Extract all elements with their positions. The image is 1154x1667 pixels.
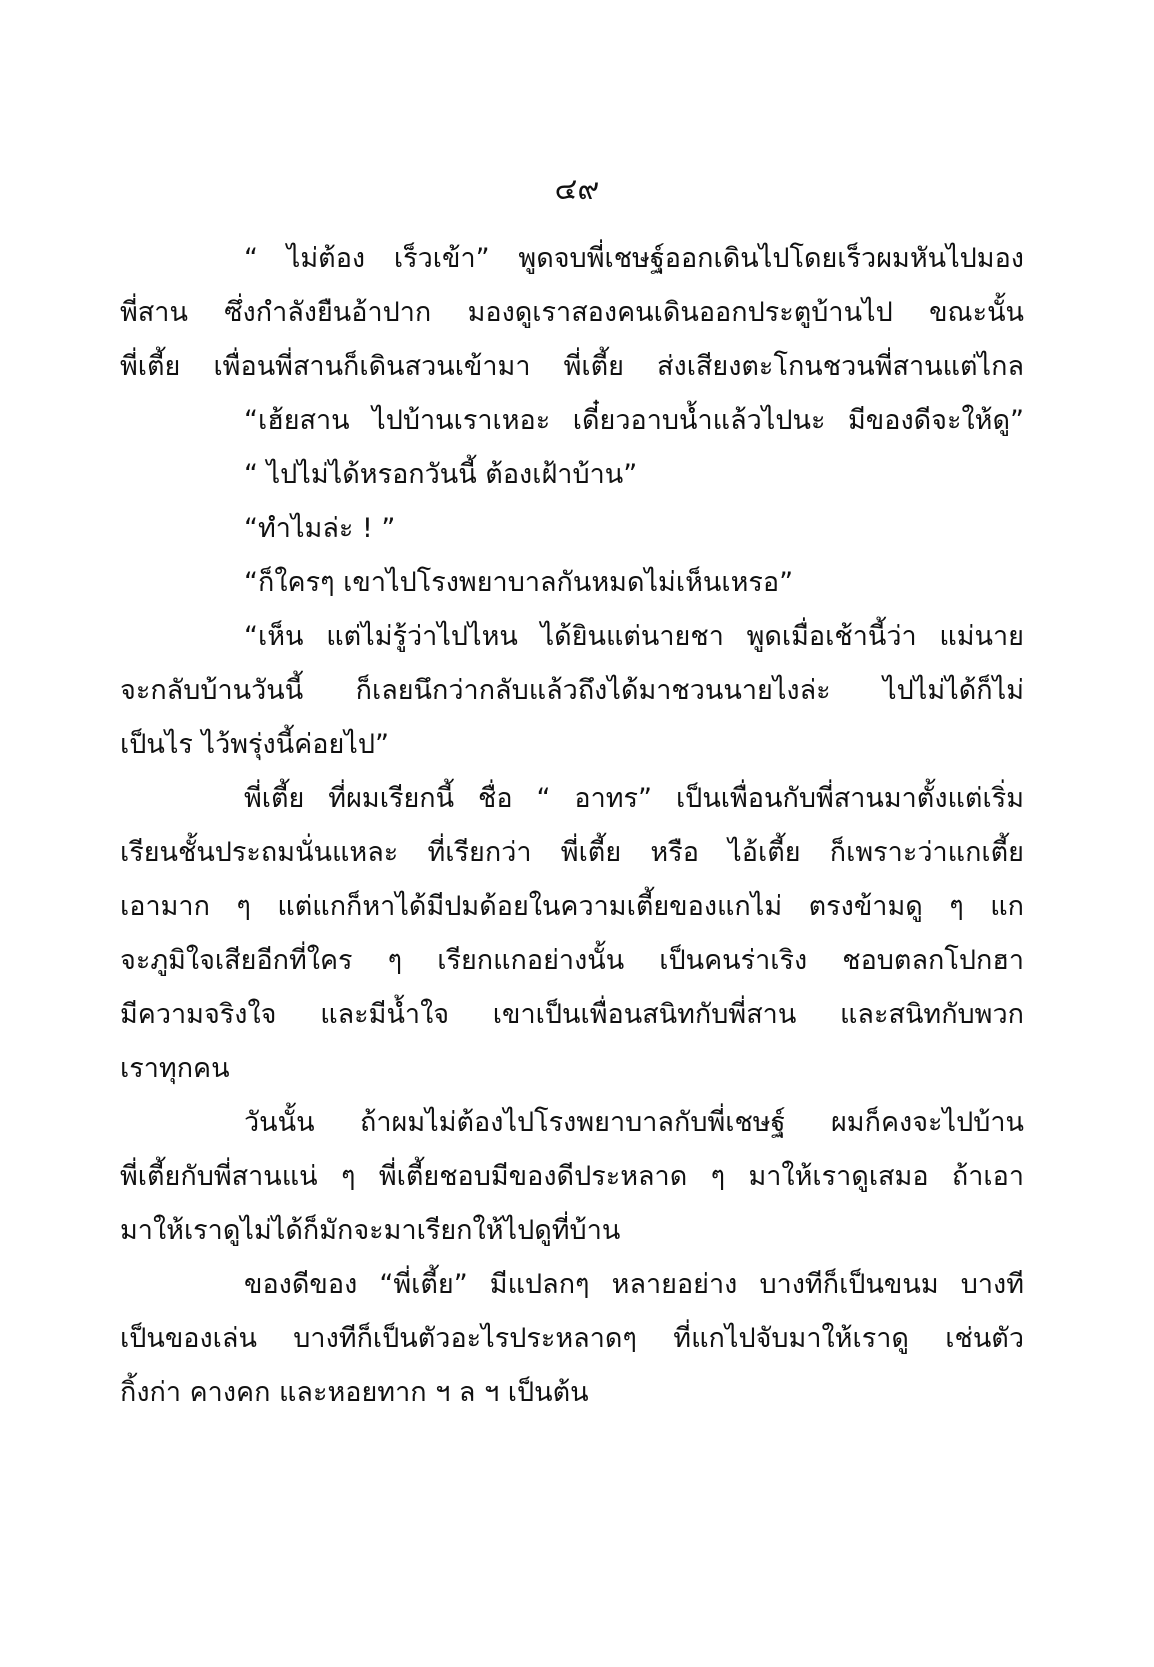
text-line: “ ไม่ต้อง เร็วเข้า” พูดจบพี่เชษฐ์ออกเดินไปโดยเร็วผมหันไปมอง [244,243,1024,274]
text-line: เอามาก ๆ แต่แกก็หาได้มีปมด้อยในความเตี้ยของแกไม่ ตรงข้ามดู ๆ แก [120,891,1024,922]
text-line: พี่สาน ซึ่งกำลังยืนอ้าปาก มองดูเราสองคนเดินออกประตูบ้านไป ขณะนั้น [120,297,1024,328]
text-line: “ ไปไม่ได้หรอกวันนี้ ต้องเฝ้าบ้าน” [244,459,638,490]
text-line: “เห็น แต่ไม่รู้ว่าไปไหน ได้ยินแต่นายชา พูดเมื่อเช้านี้ว่า แม่นาย [244,621,1024,652]
text-line: “ก็ใครๆ เขาไปโรงพยาบาลกันหมดไม่เห็นเหรอ” [244,567,794,598]
text-line: เรียนชั้นประถมนั่นแหละ ที่เรียกว่า พี่เตี้ย หรือ ไอ้เตี้ย ก็เพราะว่าแกเตี้ย [120,837,1024,868]
text-line: จะกลับบ้านวันนี้ ก็เลยนึกว่ากลับแล้วถึงได้มาชวนนายไงล่ะ ไปไม่ได้ก็ไม่ [120,675,1024,706]
text-line: “เฮ้ยสาน ไปบ้านเราเหอะ เดี๋ยวอาบน้ำแล้วไปนะ มีของดีจะให้ดู” [244,405,1024,436]
text-line: กิ้งก่า คางคก และหอยทาก ฯ ล ฯ เป็นต้น [120,1377,589,1408]
text-line: พี่เตี้ย เพื่อนพี่สานก็เดินสวนเข้ามา พี่เตี้ย ส่งเสียงตะโกนชวนพี่สานแต่ไกล [120,351,1024,382]
text-line: เป็นไร ไว้พรุ่งนี้ค่อยไป” [120,729,389,760]
text-line: ของดีของ “พี่เตี้ย” มีแปลกๆ หลายอย่าง บางทีก็เป็นขนม บางที [244,1269,1024,1300]
text-line: มีความจริงใจ และมีน้ำใจ เขาเป็นเพื่อนสนิทกับพี่สาน และสนิทกับพวก [120,999,1024,1030]
text-line: มาให้เราดูไม่ได้ก็มักจะมาเรียกให้ไปดูที่บ้าน [120,1215,621,1246]
text-line: วันนั้น ถ้าผมไม่ต้องไปโรงพยาบาลกับพี่เชษฐ์ ผมก็คงจะไปบ้าน [244,1107,1024,1138]
text-line: เราทุกคน [120,1053,230,1084]
text-line: พี่เตี้ย ที่ผมเรียกนี้ ชื่อ “ อาทร” เป็นเพื่อนกับพี่สานมาตั้งแต่เริ่ม [244,783,1024,814]
text-line: “ทำไมล่ะ ! ” [244,513,396,544]
text-line: พี่เตี้ยกับพี่สานแน่ ๆ พี่เตี้ยชอบมีของดีประหลาด ๆ มาให้เราดูเสมอ ถ้าเอา [120,1161,1024,1192]
body-text [120,232,1024,1420]
page-number: ๔๙ [554,172,600,207]
text-line: เป็นของเล่น บางทีก็เป็นตัวอะไรประหลาดๆ ที่แกไปจับมาให้เราดู เช่นตัว [120,1323,1024,1354]
text-line: จะภูมิใจเสียอีกที่ใคร ๆ เรียกแกอย่างนั้น เป็นคนร่าเริง ชอบตลกโปกฮา [120,945,1024,976]
